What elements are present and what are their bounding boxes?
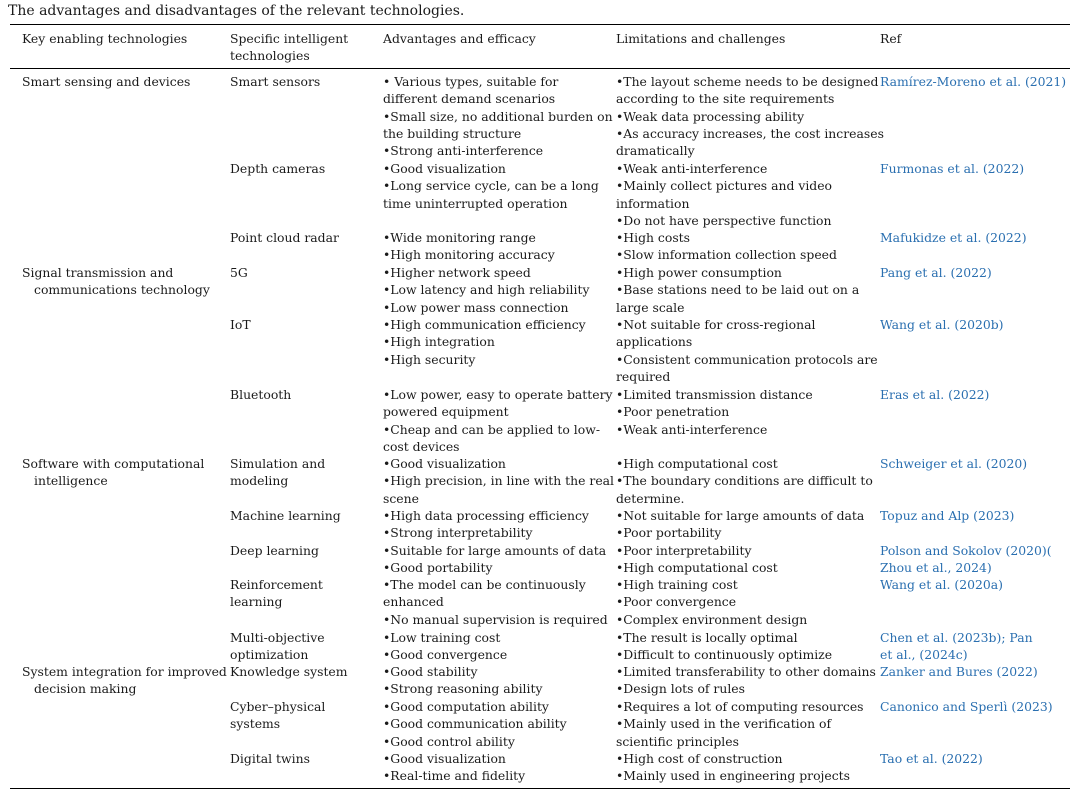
header-ref: Ref xyxy=(880,31,902,46)
reference-link[interactable]: Chen et al. (2023b); Pan xyxy=(880,630,1033,645)
advantages-cell-line: •Good visualization xyxy=(383,161,506,176)
advantages-cell-line: •Good computation ability xyxy=(383,699,549,714)
category-line: decision making xyxy=(34,681,137,697)
category-cell xyxy=(22,264,210,299)
limitations-cell-line: •Weak anti-interference xyxy=(616,161,768,176)
technology-cell-line: Multi-objective xyxy=(230,630,325,645)
technology-cell xyxy=(230,386,291,403)
reference-link[interactable]: Pang et al. (2022) xyxy=(880,265,992,280)
limitations-cell-line: •Poor penetration xyxy=(616,404,730,420)
advantages-cell-line: •Good control ability xyxy=(383,733,515,749)
technology-cell-line: learning xyxy=(230,594,283,610)
reference-link[interactable]: Ramírez-Moreno et al. (2021) xyxy=(880,74,1067,89)
advantages-cell xyxy=(383,160,599,212)
advantages-cell-line: •Low power mass connection xyxy=(383,299,569,315)
technology-cell-line: Depth cameras xyxy=(230,161,326,176)
limitations-cell xyxy=(616,160,832,229)
limitations-cell-line: •Weak data processing ability xyxy=(616,108,805,124)
reference-link[interactable]: Wang et al. (2020a) xyxy=(880,577,1003,592)
limitations-cell xyxy=(616,316,878,385)
technology-cell-line: Reinforcement xyxy=(230,577,323,592)
advantages-cell-line: •Suitable for large amounts of data xyxy=(383,543,607,558)
limitations-cell-line: •High cost of construction xyxy=(616,751,783,766)
limitations-cell-line: •The boundary conditions are difficult to xyxy=(616,473,873,489)
advantages-cell-line: •Wide monitoring range xyxy=(383,230,536,245)
limitations-cell-line: required xyxy=(616,368,671,384)
technology-cell-line: Cyber–physical xyxy=(230,699,326,714)
reference-cell[interactable] xyxy=(880,629,1033,664)
category-line: communications technology xyxy=(34,282,210,298)
limitations-cell-line: •Difficult to continuously optimize xyxy=(616,647,833,663)
advantages-cell-line: •Strong interpretability xyxy=(383,525,533,541)
header-key-technologies: Key enabling technologies xyxy=(22,31,188,46)
technology-cell-line: Digital twins xyxy=(230,751,310,766)
limitations-cell-line: •Mainly collect pictures and video xyxy=(616,178,833,194)
category-cell xyxy=(22,455,204,490)
technology-cell xyxy=(230,160,325,177)
technology-cell xyxy=(230,750,310,767)
category-cell xyxy=(22,73,190,90)
limitations-cell-line: •High power consumption xyxy=(616,265,782,280)
technology-cell-line: Simulation and xyxy=(230,456,326,471)
reference-cell[interactable] xyxy=(880,160,1024,177)
technology-cell-line: Point cloud radar xyxy=(230,230,339,245)
technology-cell xyxy=(230,629,325,664)
reference-link[interactable]: Tao et al. (2022) xyxy=(880,751,983,766)
advantages-cell-line: powered equipment xyxy=(383,404,509,420)
limitations-cell-line: •Poor convergence xyxy=(616,594,737,610)
advantages-cell-line: •Good stability xyxy=(383,664,478,679)
advantages-cell-line: •Good portability xyxy=(383,560,493,576)
advantages-cell xyxy=(383,698,567,750)
advantages-cell-line: •Low power, easy to operate battery xyxy=(383,387,613,402)
advantages-cell-line: •Good visualization xyxy=(383,751,506,766)
limitations-cell-line: information xyxy=(616,195,690,211)
advantages-cell xyxy=(383,73,613,159)
limitations-cell-line: •Slow information collection speed xyxy=(616,247,837,263)
header-specific-line: Specific intelligent xyxy=(230,31,349,46)
limitations-cell-line: •Base stations need to be laid out on a xyxy=(616,282,860,298)
limitations-cell-line: •The result is locally optimal xyxy=(616,630,798,645)
category-cell xyxy=(22,663,227,698)
advantages-cell-line: •Real-time and fidelity xyxy=(383,768,526,784)
limitations-cell-line: •Consistent communication protocols are xyxy=(616,351,878,367)
limitations-cell-line: •High costs xyxy=(616,230,691,245)
reference-link[interactable]: Topuz and Alp (2023) xyxy=(880,508,1015,523)
advantages-cell-line: the building structure xyxy=(383,125,522,141)
advantages-cell-line: time uninterrupted operation xyxy=(383,195,568,211)
advantages-cell xyxy=(383,264,589,316)
reference-link[interactable]: Canonico and Sperlì (2023) xyxy=(880,699,1053,714)
technology-cell xyxy=(230,316,251,333)
advantages-cell-line: different demand scenarios xyxy=(383,91,556,107)
advantages-cell-line: •The model can be continuously xyxy=(383,577,586,592)
header-rule xyxy=(10,68,1070,69)
advantages-cell-line: •High precision, in line with the real xyxy=(383,473,615,489)
reference-cell[interactable] xyxy=(880,507,1014,524)
limitations-cell-line: •Not suitable for large amounts of data xyxy=(616,508,865,523)
limitations-cell xyxy=(616,507,864,542)
limitations-cell xyxy=(616,663,876,698)
limitations-cell-line: •Poor interpretability xyxy=(616,543,752,558)
limitations-cell-line: •High training cost xyxy=(616,577,738,592)
advantages-cell-line: cost devices xyxy=(383,438,460,454)
reference-cell[interactable] xyxy=(880,663,1038,680)
header-advantages: Advantages and efficacy xyxy=(383,31,536,46)
advantages-cell-line: •Good visualization xyxy=(383,456,506,471)
technology-cell xyxy=(230,576,323,611)
limitations-cell-line: •Limited transmission distance xyxy=(616,387,813,402)
limitations-cell-line: large scale xyxy=(616,299,685,315)
advantages-cell-line: enhanced xyxy=(383,594,444,610)
limitations-cell xyxy=(616,386,813,438)
advantages-cell-line: •Small size, no additional burden on xyxy=(383,108,613,124)
reference-link[interactable]: Furmonas et al. (2022) xyxy=(880,161,1025,176)
limitations-cell-line: •Mainly used in the verification of xyxy=(616,716,832,732)
technology-cell-line: 5G xyxy=(230,265,248,280)
advantages-cell xyxy=(383,750,525,785)
limitations-cell xyxy=(616,542,778,577)
limitations-cell-line: •Weak anti-interference xyxy=(616,421,768,437)
advantages-cell xyxy=(383,386,613,455)
advantages-cell xyxy=(383,576,608,628)
reference-link[interactable]: Schweiger et al. (2020) xyxy=(880,456,1028,471)
advantages-cell-line: •High communication efficiency xyxy=(383,317,586,332)
limitations-cell xyxy=(616,229,837,264)
advantages-cell-line: •High data processing efficiency xyxy=(383,508,589,523)
header-limitations: Limitations and challenges xyxy=(616,31,786,46)
reference-link[interactable]: Polson and Sokolov (2020)( xyxy=(880,543,1052,558)
limitations-cell xyxy=(616,264,859,316)
bottom-rule xyxy=(10,788,1070,789)
technology-cell xyxy=(230,264,248,281)
advantages-cell-line: •Low training cost xyxy=(383,630,501,645)
technology-cell-line: IoT xyxy=(230,317,251,332)
limitations-cell-line: •Mainly used in engineering projects xyxy=(616,768,851,784)
category-line: Signal transmission and xyxy=(22,265,174,280)
limitations-cell xyxy=(616,750,850,785)
limitations-cell-line: •The layout scheme needs to be designed xyxy=(616,74,879,89)
reference-cell[interactable] xyxy=(880,455,1027,472)
limitations-cell-line: applications xyxy=(616,334,693,350)
advantages-cell-line: •Cheap and can be applied to low- xyxy=(383,421,601,437)
advantages-cell-line: •Higher network speed xyxy=(383,265,531,280)
advantages-cell xyxy=(383,629,507,664)
limitations-cell-line: •Poor portability xyxy=(616,525,722,541)
reference-cell[interactable] xyxy=(880,264,992,281)
advantages-cell-line: scene xyxy=(383,490,419,506)
top-rule xyxy=(10,24,1070,25)
limitations-cell-line: scientific principles xyxy=(616,733,739,749)
advantages-cell-line: •Good communication ability xyxy=(383,716,567,732)
technology-cell-line: optimization xyxy=(230,647,309,663)
advantages-cell-line: •High security xyxy=(383,351,476,367)
advantages-cell xyxy=(383,542,606,577)
advantages-cell-line: •Long service cycle, can be a long xyxy=(383,178,599,194)
advantages-cell-line: •Strong anti-interference xyxy=(383,143,544,159)
advantages-cell-line: •Strong reasoning ability xyxy=(383,681,543,697)
reference-cell[interactable] xyxy=(880,542,1052,577)
header-specific-line: technologies xyxy=(230,48,310,63)
technology-cell-line: modeling xyxy=(230,473,289,489)
category-line: Software with computational xyxy=(22,456,205,471)
reference-link[interactable]: et al., (2024c) xyxy=(880,647,968,663)
advantages-cell xyxy=(383,507,589,542)
technology-cell xyxy=(230,73,320,90)
technology-cell-line: systems xyxy=(230,716,281,732)
advantages-cell xyxy=(383,455,614,507)
reference-link[interactable]: Wang et al. (2020b) xyxy=(880,317,1004,332)
limitations-cell xyxy=(616,73,884,159)
reference-link[interactable]: Eras et al. (2022) xyxy=(880,387,990,402)
reference-link[interactable]: Zhou et al., 2024) xyxy=(880,560,992,576)
limitations-cell-line: dramatically xyxy=(616,143,695,159)
reference-cell[interactable] xyxy=(880,73,1066,90)
limitations-cell-line: •Requires a lot of computing resources xyxy=(616,699,864,714)
limitations-cell-line: •Design lots of rules xyxy=(616,681,745,697)
limitations-cell-line: •Complex environment design xyxy=(616,611,808,627)
category-line: Smart sensing and devices xyxy=(22,74,191,89)
technology-cell xyxy=(230,229,339,246)
advantages-cell-line: •Low latency and high reliability xyxy=(383,282,590,298)
technology-cell xyxy=(230,663,348,680)
category-line: System integration for improved xyxy=(22,664,227,679)
advantages-cell-line: •High monitoring accuracy xyxy=(383,247,555,263)
advantages-cell xyxy=(383,663,542,698)
reference-link[interactable]: Zanker and Bures (2022) xyxy=(880,664,1038,679)
technology-cell-line: Smart sensors xyxy=(230,74,321,89)
reference-cell[interactable] xyxy=(880,698,1053,715)
limitations-cell-line: •High computational cost xyxy=(616,456,778,471)
limitations-cell xyxy=(616,629,832,664)
header-specific-technologies xyxy=(230,30,348,64)
technology-cell xyxy=(230,698,325,733)
technology-cell-line: Deep learning xyxy=(230,543,319,558)
limitations-cell-line: •As accuracy increases, the cost increases xyxy=(616,125,884,141)
limitations-cell-line: •High computational cost xyxy=(616,560,778,576)
reference-cell[interactable] xyxy=(880,386,989,403)
limitations-cell-line: •Not suitable for cross-regional xyxy=(616,317,816,332)
table-caption: The advantages and disadvantages of the relevant technologies. xyxy=(8,3,465,19)
category-line: intelligence xyxy=(34,473,108,489)
reference-cell[interactable] xyxy=(880,576,1003,593)
technology-cell xyxy=(230,542,319,559)
reference-cell[interactable] xyxy=(880,316,1004,333)
technology-cell xyxy=(230,455,325,490)
reference-link[interactable]: Mafukidze et al. (2022) xyxy=(880,230,1027,245)
technology-cell-line: Machine learning xyxy=(230,508,341,523)
technology-cell xyxy=(230,507,341,524)
limitations-cell-line: •Do not have perspective function xyxy=(616,212,832,228)
limitations-cell xyxy=(616,576,807,628)
limitations-cell xyxy=(616,698,864,750)
advantages-cell-line: • Various types, suitable for xyxy=(383,74,559,89)
advantages-cell xyxy=(383,229,555,264)
advantages-cell-line: •No manual supervision is required xyxy=(383,611,608,627)
reference-cell[interactable] xyxy=(880,750,983,767)
limitations-cell-line: determine. xyxy=(616,490,685,506)
advantages-cell xyxy=(383,316,586,368)
limitations-cell-line: according to the site requirements xyxy=(616,91,835,107)
limitations-cell-line: •Limited transferability to other domains xyxy=(616,664,876,679)
limitations-cell xyxy=(616,455,873,507)
advantages-cell-line: •High integration xyxy=(383,334,495,350)
technology-cell-line: Bluetooth xyxy=(230,387,292,402)
technology-cell-line: Knowledge system xyxy=(230,664,348,679)
advantages-cell-line: •Good convergence xyxy=(383,647,508,663)
reference-cell[interactable] xyxy=(880,229,1027,246)
